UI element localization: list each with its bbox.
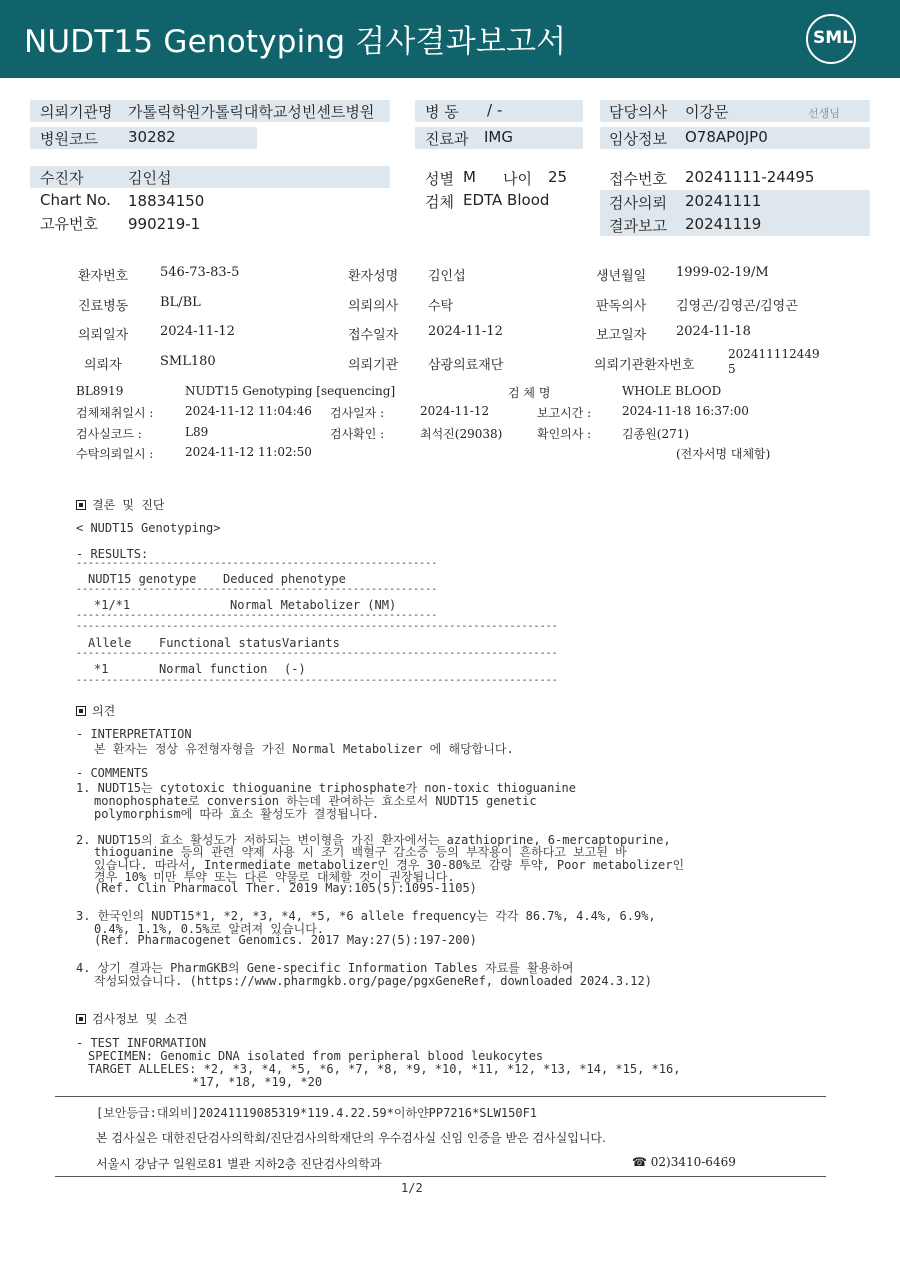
results-heading: - RESULTS:: [76, 547, 149, 561]
test-info-alleles: TARGET ALLELES: *2, *3, *4, *5, *6, *7, *8, *9, *10, *11, *12, *13, *14, *15, *16,: [88, 1062, 681, 1076]
req-org-value: 가톨릭학원가톨릭대학교성빈센트병원: [128, 103, 375, 121]
certification-text: 본 검사실은 대한진단검사의학회/진단검사의학재단의 우수검사실 신임 인증을 받은 검사실입니다.: [96, 1131, 606, 1145]
c4-line1: 4. 상기 결과는 PharmGKB의 Gene-specific Information Tables 자료를 활용하여: [76, 961, 574, 975]
c2-line5: (Ref. Clin Pharmacol Ther. 2019 May:105(5):1095-1105): [94, 881, 477, 895]
sex-label: 성별: [425, 170, 454, 188]
section-test-info-title: 검사정보 및 소견: [92, 1012, 188, 1026]
r3-v2: 2024-11-12: [428, 324, 503, 339]
r2-v1: BL/BL: [160, 295, 201, 310]
t2-v2: 2024-11-12: [420, 404, 490, 418]
interpretation-text: 본 환자는 정상 유전형자형을 가진 Normal Metabolizer 에 해당합니다.: [94, 742, 514, 756]
r3-v3: 2024-11-18: [676, 324, 751, 339]
chart-label: Chart No.: [40, 191, 111, 209]
r3-l3: 보고일자: [596, 328, 647, 343]
report-label: 결과보고: [609, 217, 667, 235]
r2-l1: 진료병동: [78, 299, 129, 314]
specimen-value: EDTA Blood: [463, 191, 550, 209]
security-line: [보안등급:대외비]20241119085319*119.4.22.59*이하얀PP7216*SLW150F1: [96, 1106, 538, 1120]
r1-v1: 546-73-83-5: [160, 265, 240, 280]
r2-v2: 수탁: [428, 299, 454, 314]
logo-text: SML: [813, 28, 853, 48]
t3-l1: 검사실코드 :: [76, 427, 142, 441]
r2-v3: 김영곤/김영곤/김영곤: [676, 299, 798, 314]
r4-l3: 의뢰기관환자번호: [594, 358, 695, 373]
r3-v1: 2024-11-12: [160, 324, 235, 339]
t1-test: NUDT15 Genotyping [sequencing]: [185, 384, 396, 398]
r2-l3: 판독의사: [596, 299, 647, 314]
t2-l2: 검사일자 :: [330, 406, 385, 420]
r1-v2: 김인섭: [428, 269, 466, 284]
t2-l3: 보고시간 :: [537, 406, 592, 420]
r1-v3: 1999-02-19/M: [676, 265, 769, 280]
dash-line-5: --------------------------------------------------------------------------------: [76, 648, 558, 659]
c3-line2: 0.4%, 1.1%, 0.5%로 알려져 있습니다.: [94, 922, 325, 936]
section-conclusion: [76, 496, 164, 513]
report-value: 20241119: [685, 215, 762, 233]
test-info-alleles-2: *17, *18, *19, *20: [192, 1075, 323, 1089]
bullet-square-icon: [76, 706, 86, 716]
page-number: 1/2: [401, 1181, 423, 1195]
age-value: 25: [548, 168, 568, 186]
t1-spec-label: 검 체 명: [508, 386, 551, 400]
td1-genotype: *1/*1: [94, 598, 131, 612]
td2-variants: (-): [284, 662, 306, 676]
c3-line1: 3. 한국인의 NUDT15*1, *2, *3, *4, *5, *6 allele frequency는 각각 86.7%, 4.4%, 6.9%,: [76, 909, 656, 923]
t4-l1: 수탁의뢰일시 :: [76, 447, 154, 461]
c3-line3: (Ref. Pharmacogenet Genomics. 2017 May:27(5):197-200): [94, 933, 477, 947]
t2-v3: 2024-11-18 16:37:00: [622, 404, 749, 418]
report-header: [0, 0, 900, 78]
dash-line-6: --------------------------------------------------------------------------------: [76, 675, 558, 686]
comments-heading: - COMMENTS: [76, 766, 149, 780]
c2-line3: 있습니다. 따라서, Intermediate metabolizer인 경우 30-80%로 감량 투약, Poor metabolizer인: [94, 858, 685, 872]
td2-status: Normal function: [159, 662, 268, 676]
t4-sign: (전자서명 대체함): [676, 447, 771, 461]
chart-value: 18834150: [128, 192, 205, 210]
dept-value: IMG: [484, 128, 513, 146]
recv-label: 접수번호: [609, 170, 667, 188]
interpretation-heading: - INTERPRETATION: [76, 727, 192, 741]
uid-value: 990219-1: [128, 215, 201, 233]
th2-allele: Allele: [88, 636, 132, 650]
clinical-value: O78AP0JP0: [685, 128, 768, 146]
section-test-info: [76, 1010, 188, 1027]
t3-v3: 김종원(271): [622, 427, 690, 441]
t3-l2: 검사확인 :: [330, 427, 385, 441]
r4-v3: 202411112449: [728, 347, 820, 361]
th1-genotype: NUDT15 genotype: [88, 572, 197, 586]
clinical-label: 임상정보: [609, 130, 667, 148]
lab-address: 서울시 강남구 일원로81 별관 지하2층 진단검사의학과: [96, 1157, 382, 1171]
t1-spec-value: WHOLE BLOOD: [622, 384, 722, 398]
recv-value: 20241111-24495: [685, 168, 815, 186]
th1-phenotype: Deduced phenotype: [223, 572, 346, 586]
report-title: NUDT15 Genotyping 검사결과보고서: [24, 24, 567, 60]
r2-l2: 의뢰의사: [348, 299, 399, 314]
bullet-square-icon: [76, 500, 86, 510]
section-opinion: [76, 702, 115, 719]
dash-line-3: ------------------------------------------------------------: [76, 610, 438, 621]
r4-v2: 삼광의료재단: [428, 358, 504, 373]
r4-l2: 의뢰기관: [348, 358, 399, 373]
test-info-specimen: SPECIMEN: Genomic DNA isolated from peripheral blood leukocytes: [88, 1049, 544, 1063]
td2-allele: *1: [94, 662, 109, 676]
age-label: 나이: [503, 170, 532, 188]
r1-l3: 생년월일: [596, 269, 647, 284]
lab-phone: ☎ 02)3410-6469: [632, 1155, 736, 1169]
reqdate-label: 검사의뢰: [609, 194, 667, 212]
th2-variants: Variants: [282, 636, 340, 650]
c2-line2: thioguanine 등의 관련 약제 사용 시 조기 백혈구 감소증 등의 부작용이 흔하다고 보고된 바: [94, 845, 627, 859]
patient-row: [30, 166, 390, 188]
dash-line-4: --------------------------------------------------------------------------------: [76, 621, 558, 632]
hosp-code-value: 30282: [128, 128, 176, 146]
hosp-code-label: 병원코드: [40, 130, 98, 148]
ward-value: / -: [487, 101, 503, 119]
t2-v1: 2024-11-12 11:04:46: [185, 404, 312, 418]
doctor-label: 담당의사: [609, 103, 667, 121]
t3-v1: L89: [185, 425, 209, 439]
t3-l3: 확인의사 :: [537, 427, 592, 441]
t1-code: BL8919: [76, 384, 124, 398]
c2-line4: 경우 10% 미만 투약 또는 다른 약물로 대체할 것이 권장됩니다.: [94, 870, 455, 884]
t4-v1: 2024-11-12 11:02:50: [185, 445, 312, 459]
r3-l1: 의뢰일자: [78, 328, 129, 343]
c1-line3: polymorphism에 따라 효소 활성도가 결정됩니다.: [94, 807, 380, 821]
r4-l1: 의뢰자: [84, 358, 122, 373]
dept-label: 진료과: [425, 130, 469, 148]
patient-value: 김인섭: [128, 169, 172, 187]
section-opinion-title: 의견: [92, 704, 116, 718]
th2-status: Functional status: [159, 636, 282, 650]
dash-line-1: ------------------------------------------------------------: [76, 558, 438, 569]
uid-label: 고유번호: [40, 215, 98, 233]
c2-line1: 2. NUDT15의 효소 활성도가 저하되는 변이형을 가진 환자에서는 azathioprine, 6-mercaptopurine,: [76, 833, 671, 847]
section-conclusion-title: 결론 및 진단: [92, 498, 165, 512]
patient-label: 수진자: [40, 169, 84, 187]
req-org-label: 의뢰기관명: [40, 103, 113, 121]
test-info-heading: - TEST INFORMATION: [76, 1036, 207, 1050]
reqdate-value: 20241111: [685, 192, 762, 210]
t3-v2: 최석진(29038): [420, 427, 503, 441]
bullet-square-icon: [76, 1014, 86, 1024]
t2-l1: 검체채취일시 :: [76, 406, 154, 420]
r1-l1: 환자번호: [78, 269, 129, 284]
r3-l2: 접수일자: [348, 328, 399, 343]
doctor-value: 이강문: [685, 103, 729, 121]
footer-top-rule: [55, 1096, 826, 1097]
c1-line2: monophosphate로 conversion 하는데 관여하는 효소로서 NUDT15 genetic: [94, 794, 537, 808]
c4-line2: 작성되었습니다. (https://www.pharmgkb.org/page/pgxGeneRef, downloaded 2024.3.12): [94, 974, 652, 988]
specimen-label: 검체: [425, 193, 454, 211]
subtitle-genotyping: < NUDT15 Genotyping>: [76, 521, 221, 535]
sml-logo: [806, 14, 856, 64]
r1-l2: 환자성명: [348, 269, 399, 284]
r4-v3b: 5: [728, 362, 736, 376]
td1-phenotype: Normal Metabolizer (NM): [230, 598, 397, 612]
doctor-suffix: 선생님: [808, 107, 840, 120]
ward-label: 병 동: [425, 103, 459, 121]
sex-value: M: [463, 168, 476, 186]
footer-bottom-rule: [55, 1176, 826, 1177]
dash-line-2: ------------------------------------------------------------: [76, 584, 438, 595]
r4-v1: SML180: [160, 354, 216, 369]
c1-line1: 1. NUDT15는 cytotoxic thioguanine triphosphate가 non-toxic thioguanine: [76, 781, 577, 795]
